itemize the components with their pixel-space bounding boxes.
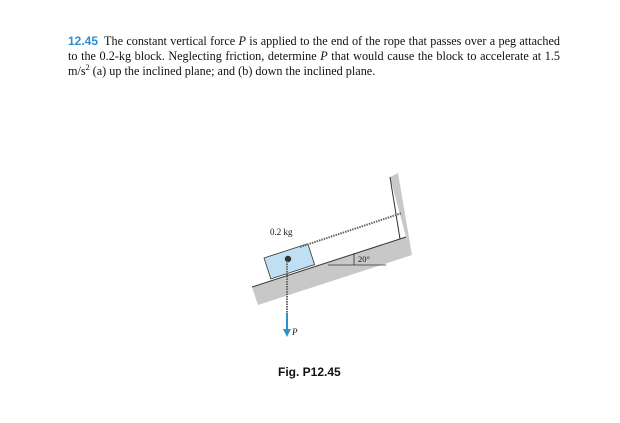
incline-figure <box>240 155 420 365</box>
problem-number: 12.45 <box>68 34 99 48</box>
problem-text-3: that would cause the block to accelerate at 1.5 m/s <box>68 49 560 79</box>
force-symbol-2: P <box>320 49 328 64</box>
rope-incline <box>300 213 402 247</box>
force-label: P <box>292 327 298 337</box>
problem-text-1: The constant vertical force <box>104 34 239 48</box>
mass-label: 0.2 kg <box>270 227 293 237</box>
problem-statement <box>68 34 560 80</box>
figure-caption: Fig. P12.45 <box>278 365 341 379</box>
problem-text-2: is applied to the end of the rope that passes over a peg attached to the 0.2-kg block. Neglecting friction, determine <box>68 34 560 64</box>
exponent: 2 <box>85 63 90 73</box>
problem-text-4: (a) up the inclined plane; and (b) down the inclined plane. <box>89 64 376 79</box>
force-arrow-head <box>283 329 291 337</box>
force-symbol: P <box>238 34 246 48</box>
angle-label: 20° <box>358 254 370 264</box>
